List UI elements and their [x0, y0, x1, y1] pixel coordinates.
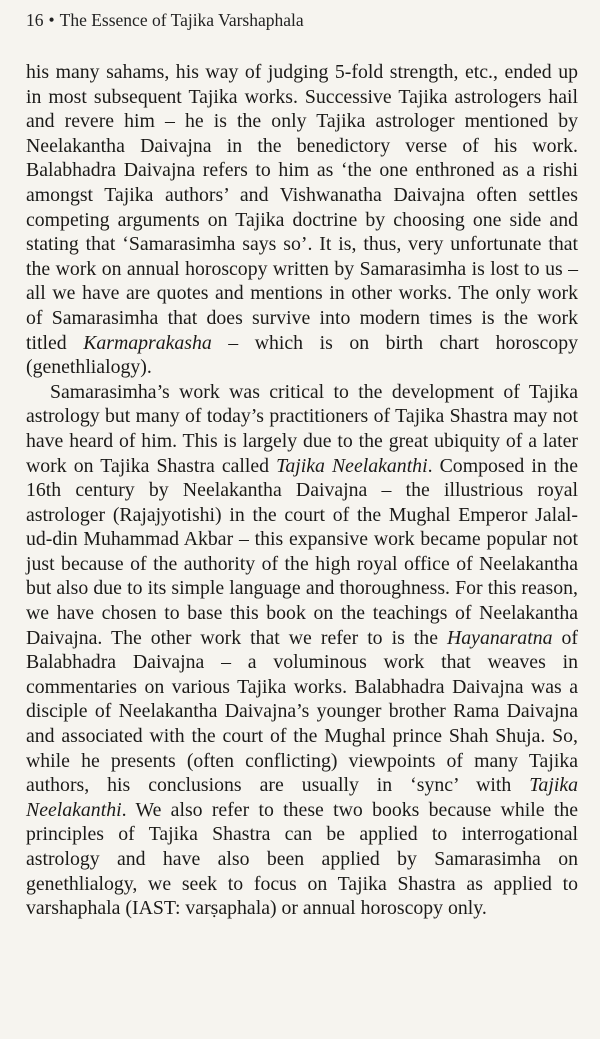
text-segment: . We also refer to these two books because while the principles of Tajika Shastra can be applied to interrogational astrology and have also been applied by Samarasimha on genethlialogy, we seek to focus on Tajika Shastra as applied to varshaphala (IAST: varṣaphala) or annual horoscopy only.	[26, 798, 578, 920]
paragraph-2	[26, 380, 578, 921]
running-head	[26, 8, 304, 32]
italic-title-tajika-neelakanthi: Tajika Neelakanthi	[26, 774, 578, 821]
text-segment: his many sahams, his way of judging 5-fold strength, etc., ended up in most subsequent Tajika works. Successive Tajika astrologers hail and revere him – he is the only Tajika astrologer mentioned by Neelakantha Daivajna in the benedictory verse of his work. Balabhadra Daivajna refers to him as ‘the one enthroned as a rishi amongst Tajika authors’ and Vishwanatha Daivajna often settles competing arguments on Tajika doctrine by choosing one side and stating that ‘Samarasimha says so’. It is, thus, very unfortunate that the work on annual horoscopy written by Samarasimha is lost to us – all we have are quotes and mentions in other works. The only work of Samarasimha that does survive into modern times is the work titled	[26, 61, 578, 354]
paragraph-1	[26, 60, 578, 380]
italic-title-tajika-neelakanthi: Tajika Neelakanthi	[276, 454, 428, 477]
text-segment: – which is on birth chart horoscopy (genethlialogy).	[26, 331, 578, 379]
text-segment: . Composed in the 16th century by Neelakantha Daivajna – the illustrious royal astrologer (Rajajyotishi) in the court of the Mughal Emperor Jalal-ud-din Muhammad Akbar – this expansive work became popular not just because of the authority of the high royal office of Neelakantha but also due to its simple language and thoroughness. For this reason, we have chosen to base this book on the teachings of Neelakantha Daivajna. The other work that we refer to is the	[26, 454, 578, 649]
body-text	[26, 60, 578, 921]
italic-title-karmaprakasha: Karmaprakasha	[83, 331, 212, 354]
page-number: 16	[26, 10, 44, 30]
header-separator: •	[48, 10, 55, 30]
italic-title-hayanaratna: Hayanaratna	[446, 626, 553, 649]
text-segment: of Balabhadra Daivajna – a voluminous work that weaves in commentaries on various Tajika works. Balabhadra Daivajna was a disciple of Neelakantha Daivajna’s younger brother Rama Daivajna and associated with the court of the Mughal prince Shah Shuja. So, while he presents (often conflicting) viewpoints of many Tajika authors, his conclusions are usually in ‘sync’ with	[26, 626, 578, 797]
book-title: The Essence of Tajika Varshaphala	[59, 10, 304, 30]
text-segment: Samarasimha’s work was critical to the development of Tajika astrology but many of today’s practitioners of Tajika Shastra may not have heard of him. This is largely due to the great ubiquity of a later work on Tajika Shastra called	[26, 380, 578, 477]
